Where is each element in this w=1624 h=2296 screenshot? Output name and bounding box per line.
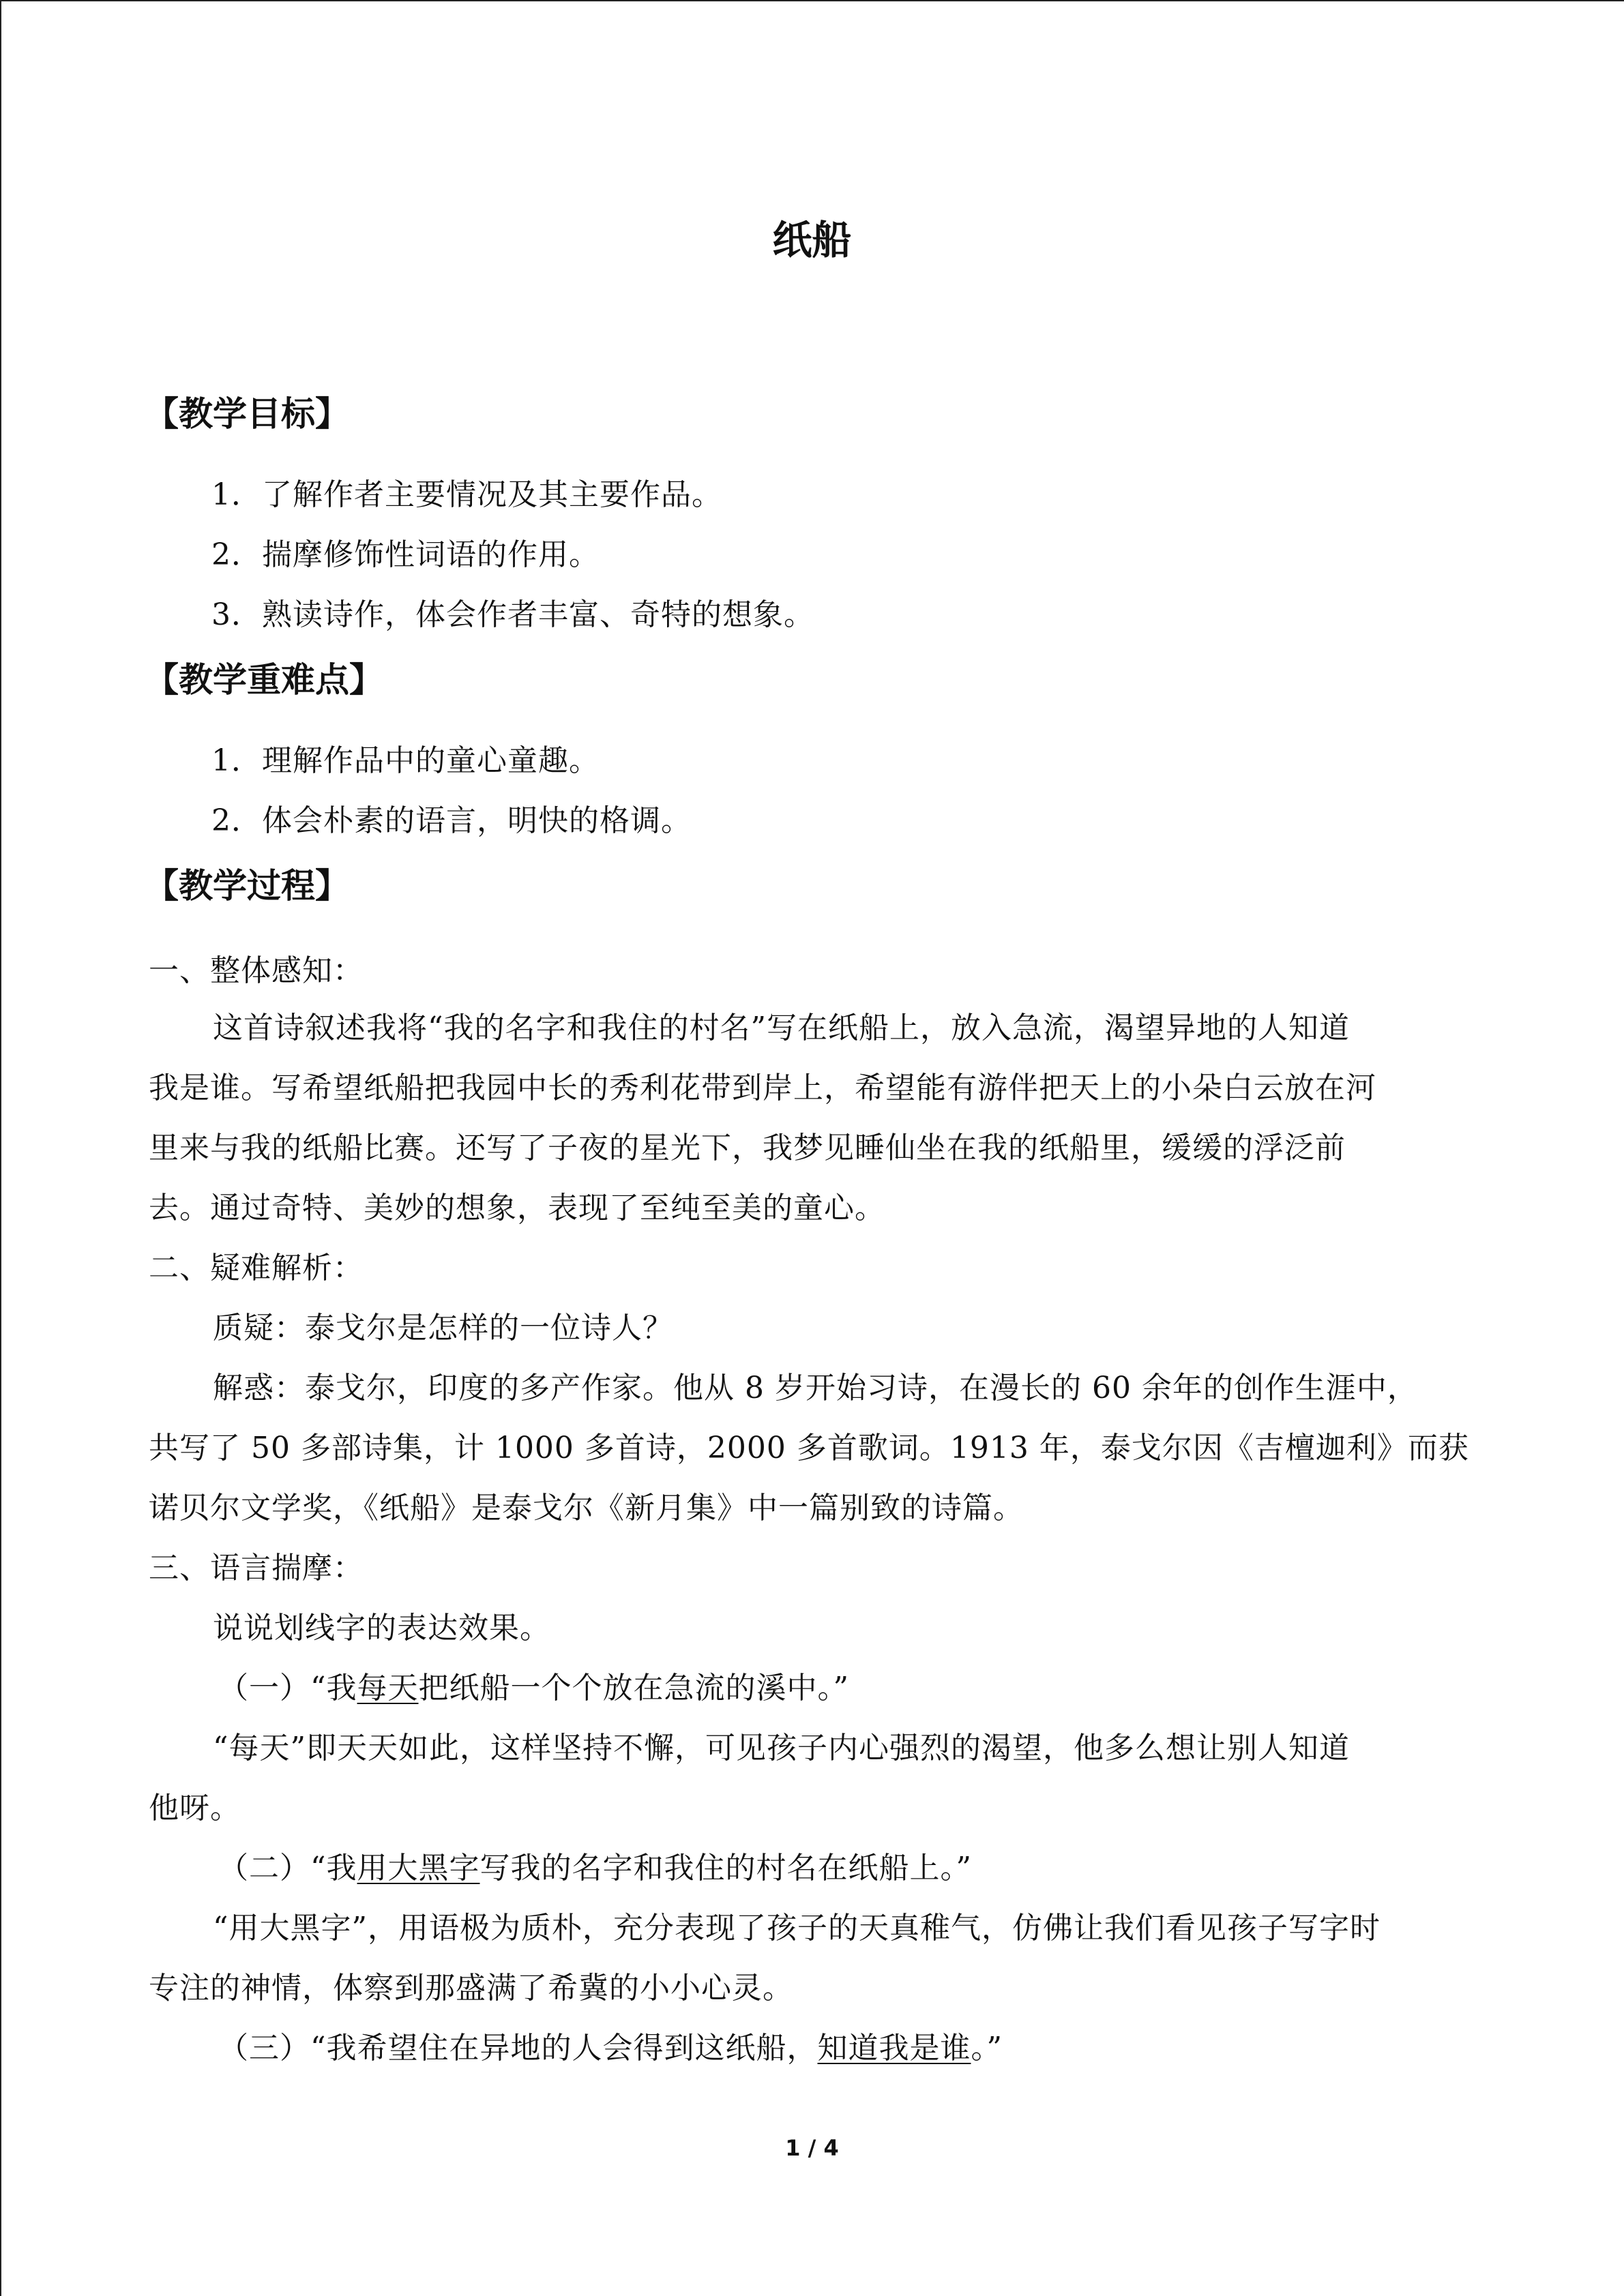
goal-item: 1．了解作者主要情况及其主要作品。: [211, 477, 722, 512]
key-point-item: 2．体会朴素的语言，明快的格调。: [211, 803, 692, 838]
answer-line: 共写了 50 多部诗集，计 1000 多首诗，2000 多首歌词。1913 年，泰戈尔因《吉檀迦利》而获: [149, 1431, 1469, 1465]
part-heading: 二、疑难解析：: [149, 1251, 364, 1285]
key-point-item: 1．理解作品中的童心童趣。: [211, 743, 600, 778]
goal-item: 3．熟读诗作，体会作者丰富、奇特的想象。: [211, 597, 814, 632]
example-suffix: 写我的名字和我住的村名在纸船上。”: [479, 1851, 972, 1885]
explanation-line: “每天”即天天如此，这样坚持不懈，可见孩子内心强烈的渴望，他多么想让别人知道: [213, 1731, 1350, 1765]
explanation-line: “用大黑字”，用语极为质朴，充分表现了孩子的天真稚气，仿佛让我们看见孩子写字时: [213, 1911, 1381, 1945]
example-suffix: 把纸船一个个放在急流的溪中。”: [418, 1671, 849, 1705]
explanation-line: 专注的神情，体察到那盛满了希冀的小小心灵。: [149, 1971, 793, 2006]
underlined-phrase: 用大黑字: [357, 1851, 480, 1885]
part-heading: 三、语言揣摩：: [149, 1551, 364, 1585]
section-heading-goals: 【教学目标】: [145, 394, 349, 434]
example-sentence-2: [218, 1847, 972, 1890]
question-line: 质疑：泰戈尔是怎样的一位诗人？: [213, 1311, 673, 1345]
section-heading-process: 【教学过程】: [145, 866, 349, 906]
page-title: 纸船: [772, 217, 852, 263]
section-heading-key-points: 【教学重难点】: [145, 660, 383, 700]
instruction-line: 说说划线字的表达效果。: [213, 1611, 550, 1645]
underlined-phrase: 知道我是谁: [817, 2031, 971, 2066]
example-sentence-3: [218, 2027, 1003, 2070]
paragraph-line: 这首诗叙述我将“我的名字和我住的村名”写在纸船上，放入急流，渴望异地的人知道: [213, 1011, 1350, 1045]
answer-line: 诺贝尔文学奖，《纸船》是泰戈尔《新月集》中一篇别致的诗篇。: [149, 1491, 1024, 1525]
paragraph-line: 去。通过奇特、美妙的想象，表现了至纯至美的童心。: [149, 1191, 885, 1225]
example-suffix: 。”: [971, 2031, 1003, 2066]
example-prefix: （三）“我希望住在异地的人会得到这纸船，: [218, 2031, 818, 2066]
page-number: 1 / 4: [785, 2135, 839, 2161]
example-prefix: （一）“我: [218, 1671, 357, 1705]
part-heading: 一、整体感知：: [149, 953, 364, 988]
goal-item: 2．揣摩修饰性词语的作用。: [211, 537, 600, 572]
explanation-line: 他呀。: [149, 1791, 241, 1825]
example-sentence-1: [218, 1667, 849, 1710]
paragraph-line: 我是谁。写希望纸船把我园中长的秀利花带到岸上，希望能有游伴把天上的小朵白云放在河: [149, 1071, 1376, 1105]
answer-line: 解惑：泰戈尔，印度的多产作家。他从 8 岁开始习诗，在漫长的 60 余年的创作生涯中，: [213, 1371, 1418, 1405]
underlined-phrase: 每天: [357, 1671, 419, 1705]
paragraph-line: 里来与我的纸船比赛。还写了子夜的星光下，我梦见睡仙坐在我的纸船里，缓缓的浮泛前: [149, 1131, 1346, 1165]
example-prefix: （二）“我: [218, 1851, 357, 1885]
